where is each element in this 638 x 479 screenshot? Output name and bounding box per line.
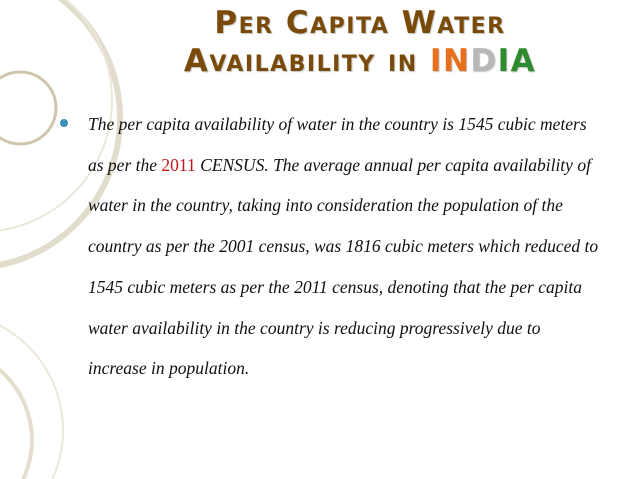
paragraph-text-end: CENSUS. The average annual per capita availability of water in the country, taking into consideration the population of the country as per the 2001 census, was 1816 cubic meters which reduced to 1545 cubic meters as per the 2011 census, denoting that the per capita water availability in the country is reducing progressively due to increase in population.: [88, 154, 599, 379]
title-india-saffron: IN: [429, 43, 471, 79]
title-line-1: Per Capita Water: [214, 5, 506, 41]
highlighted-year: 2011: [161, 154, 196, 175]
title-line-2: [110, 42, 610, 80]
bullet-dot-icon: [60, 119, 68, 127]
paragraph-text: [78, 104, 603, 389]
paragraph-text-start: The per capita availability of water in the country is 1545 cubic meters as per the: [88, 114, 587, 175]
title-india-green: IA: [497, 43, 537, 79]
title-line-2-prefix: Availability in: [183, 43, 430, 79]
slide-title: [110, 4, 610, 80]
title-india-white: D: [470, 43, 498, 79]
bullet-paragraph: [78, 104, 603, 389]
